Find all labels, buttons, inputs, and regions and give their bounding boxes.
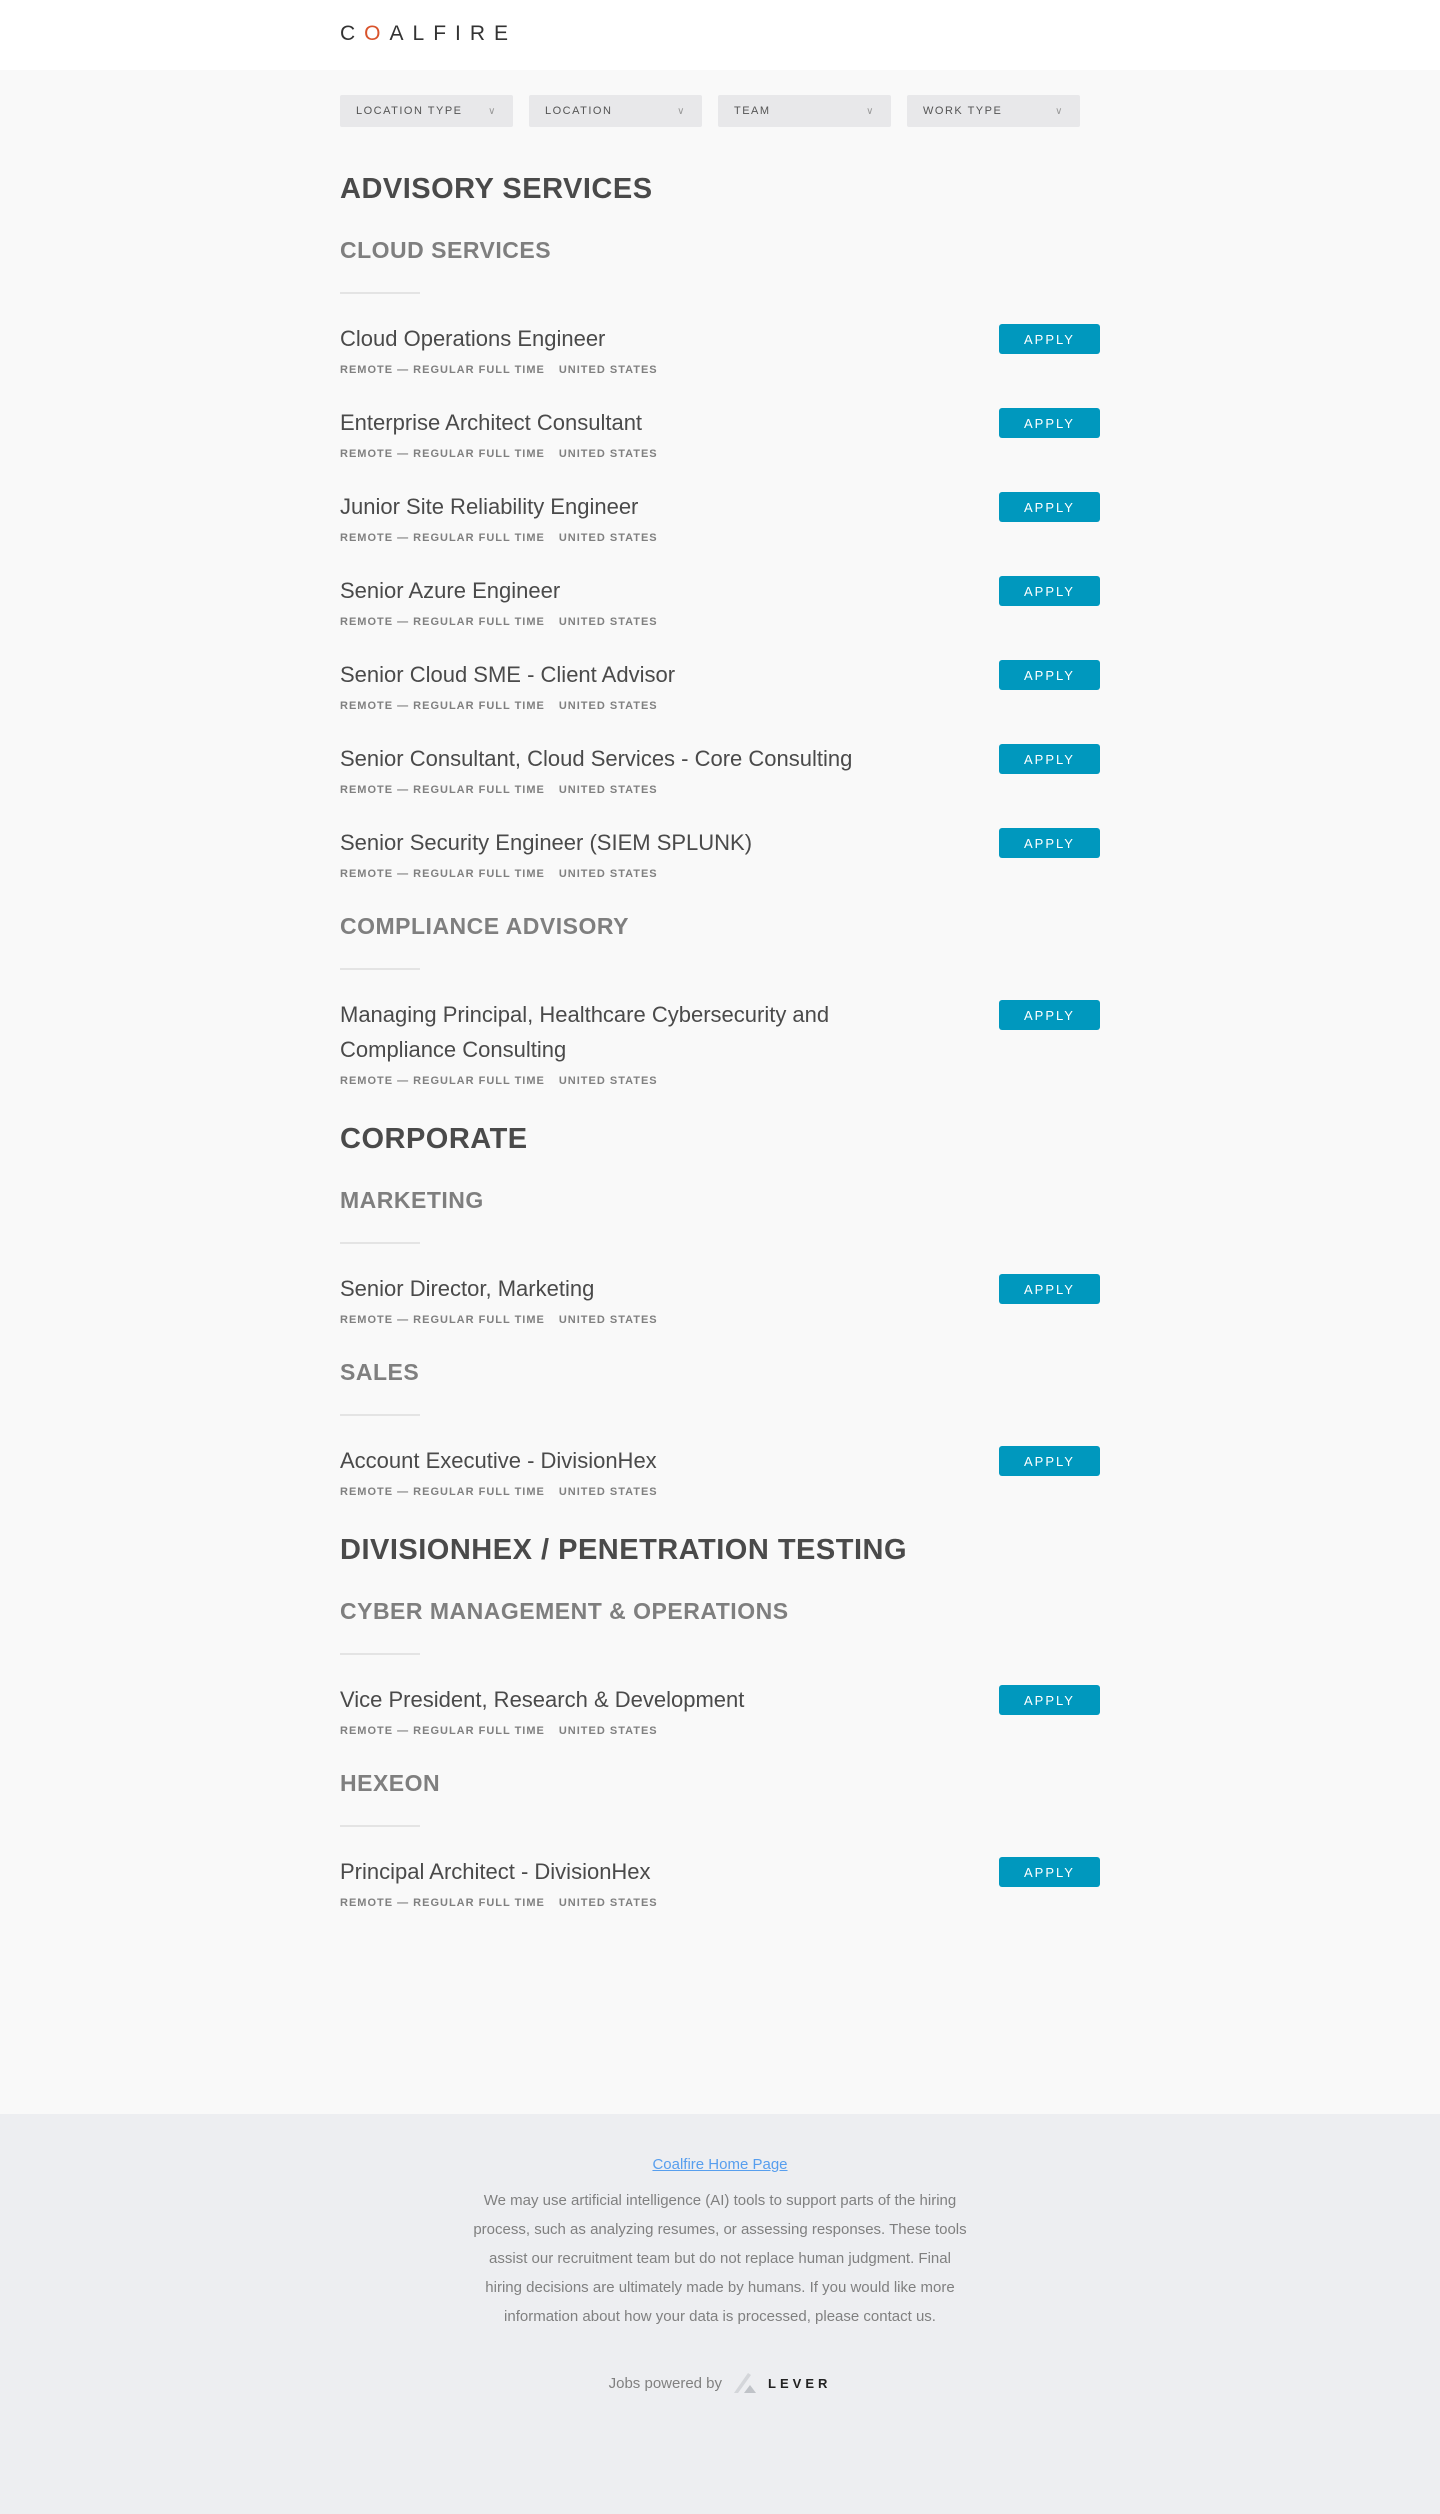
job-meta — [340, 1073, 900, 1089]
team-divider — [340, 1653, 420, 1655]
job-location: UNITED STATES — [558, 700, 658, 712]
job-posting — [340, 741, 1100, 798]
job-posting — [340, 1854, 1100, 1911]
apply-button[interactable]: APPLY — [999, 1857, 1100, 1887]
job-work-type: REMOTE — REGULAR FULL TIME — [340, 364, 545, 376]
apply-button[interactable]: APPLY — [999, 1274, 1100, 1304]
team-heading: MARKETING — [340, 1187, 484, 1213]
job-work-type: REMOTE — REGULAR FULL TIME — [340, 448, 545, 460]
job-title-link[interactable]: Senior Cloud SME - Client Advisor — [340, 662, 676, 687]
job-posting — [340, 825, 1100, 882]
job-meta — [340, 1895, 658, 1911]
lever-logo-icon — [732, 2371, 758, 2395]
job-info — [340, 573, 658, 630]
job-meta — [340, 698, 675, 714]
team-divider — [340, 1414, 420, 1416]
team-divider — [340, 1242, 420, 1244]
job-work-type: REMOTE — REGULAR FULL TIME — [340, 1897, 545, 1909]
job-location: UNITED STATES — [558, 1314, 658, 1326]
job-work-type: REMOTE — REGULAR FULL TIME — [340, 1486, 545, 1498]
footer — [0, 2114, 1440, 2514]
job-location: UNITED STATES — [558, 1725, 658, 1737]
job-title-link[interactable]: Cloud Operations Engineer — [340, 326, 606, 351]
filter-bar — [340, 95, 1100, 127]
job-location: UNITED STATES — [558, 1486, 658, 1498]
job-work-type: REMOTE — REGULAR FULL TIME — [340, 1075, 545, 1087]
team-divider — [340, 292, 420, 294]
job-posting — [340, 657, 1100, 714]
job-location: UNITED STATES — [558, 448, 658, 460]
job-location: UNITED STATES — [558, 1075, 658, 1087]
job-work-type: REMOTE — REGULAR FULL TIME — [340, 616, 545, 628]
job-meta — [340, 614, 658, 630]
filter-location-type[interactable] — [340, 95, 513, 127]
apply-button[interactable]: APPLY — [999, 576, 1100, 606]
apply-button[interactable]: APPLY — [999, 408, 1100, 438]
job-title-link[interactable]: Junior Site Reliability Engineer — [340, 494, 639, 519]
job-work-type: REMOTE — REGULAR FULL TIME — [340, 700, 545, 712]
job-work-type: REMOTE — REGULAR FULL TIME — [340, 1314, 545, 1326]
job-info — [340, 321, 658, 378]
apply-button[interactable]: APPLY — [999, 744, 1100, 774]
job-work-type: REMOTE — REGULAR FULL TIME — [340, 532, 545, 544]
job-title-link[interactable]: Managing Principal, Healthcare Cybersecurity and Compliance Consulting — [340, 1002, 830, 1062]
filter-work-type[interactable] — [907, 95, 1080, 127]
job-meta — [340, 446, 658, 462]
job-work-type: REMOTE — REGULAR FULL TIME — [340, 1725, 545, 1737]
apply-button[interactable]: APPLY — [999, 324, 1100, 354]
team-heading: CYBER MANAGEMENT & OPERATIONS — [340, 1598, 789, 1624]
job-work-type: REMOTE — REGULAR FULL TIME — [340, 784, 545, 796]
filter-label: LOCATION TYPE — [356, 105, 463, 117]
job-location: UNITED STATES — [558, 784, 658, 796]
chevron-down-icon: ∨ — [866, 105, 875, 117]
job-info — [340, 657, 675, 714]
job-location: UNITED STATES — [558, 364, 658, 376]
site-header — [0, 0, 1440, 70]
coalfire-logo[interactable]: COALFIRE — [340, 22, 518, 45]
job-info — [340, 1682, 744, 1739]
job-location: UNITED STATES — [558, 616, 658, 628]
filter-label: TEAM — [734, 105, 771, 117]
chevron-down-icon: ∨ — [1055, 105, 1064, 117]
job-meta — [340, 1312, 658, 1328]
job-posting — [340, 997, 1100, 1089]
lever-wordmark: LEVER — [768, 2375, 832, 2391]
job-title-link[interactable]: Senior Consultant, Cloud Services - Core Consulting — [340, 746, 853, 771]
job-info — [340, 405, 658, 462]
job-meta — [340, 782, 852, 798]
job-title-link[interactable]: Senior Director, Marketing — [340, 1276, 595, 1301]
postings-main — [340, 70, 1100, 1987]
apply-button[interactable]: APPLY — [999, 1446, 1100, 1476]
job-title-link[interactable]: Senior Security Engineer (SIEM SPLUNK) — [340, 830, 753, 855]
job-title-link[interactable]: Vice President, Research & Development — [340, 1687, 745, 1712]
apply-button[interactable]: APPLY — [999, 660, 1100, 690]
job-info — [340, 1854, 658, 1911]
job-location: UNITED STATES — [558, 1897, 658, 1909]
job-posting — [340, 1271, 1100, 1328]
job-posting — [340, 1682, 1100, 1739]
job-location: UNITED STATES — [558, 532, 658, 544]
job-info — [340, 825, 752, 882]
job-info — [340, 1443, 658, 1500]
job-posting — [340, 489, 1100, 546]
team-heading: SALES — [340, 1359, 420, 1385]
job-info — [340, 489, 658, 546]
job-work-type: REMOTE — REGULAR FULL TIME — [340, 868, 545, 880]
team-heading: COMPLIANCE ADVISORY — [340, 913, 629, 939]
department-heading: ADVISORY SERVICES — [340, 173, 653, 205]
filter-team[interactable] — [718, 95, 891, 127]
coalfire-home-link[interactable]: Coalfire Home Page — [652, 2156, 788, 2173]
chevron-down-icon: ∨ — [488, 105, 497, 117]
job-location: UNITED STATES — [558, 868, 658, 880]
team-heading: HEXEON — [340, 1770, 441, 1796]
team-heading: CLOUD SERVICES — [340, 237, 552, 263]
job-info — [340, 741, 852, 798]
powered-by-text: Jobs powered by — [608, 2374, 723, 2392]
job-meta — [340, 530, 658, 546]
department-heading: DIVISIONHEX / PENETRATION TESTING — [340, 1534, 908, 1566]
ai-notice: We may use artificial intelligence (AI) tools to support parts of the hiring process, such as analyzing resumes, or assessing responses. These tools assist our recruitment team but do not replace human judgment. Final hiring decisions are ultimately made by humans. If you would like more information about how your data is processed, please contact us. — [473, 2192, 967, 2325]
job-posting — [340, 1443, 1100, 1500]
chevron-down-icon: ∨ — [677, 105, 686, 117]
job-meta — [340, 362, 658, 378]
apply-button[interactable]: APPLY — [999, 492, 1100, 522]
job-title-link[interactable]: Senior Azure Engineer — [340, 578, 561, 603]
filter-label: LOCATION — [545, 105, 613, 117]
job-posting — [340, 321, 1100, 378]
job-meta — [340, 1484, 658, 1500]
job-info — [340, 997, 900, 1089]
team-divider — [340, 1825, 420, 1827]
job-title-link[interactable]: Account Executive - DivisionHex — [340, 1448, 657, 1473]
job-meta — [340, 1723, 744, 1739]
job-title-link[interactable]: Enterprise Architect Consultant — [340, 410, 643, 435]
apply-button[interactable]: APPLY — [999, 1000, 1100, 1030]
powered-by[interactable] — [0, 2371, 1440, 2395]
team-divider — [340, 968, 420, 970]
filter-label: WORK TYPE — [923, 105, 1003, 117]
job-posting — [340, 573, 1100, 630]
job-meta — [340, 866, 752, 882]
apply-button[interactable]: APPLY — [999, 1685, 1100, 1715]
department-heading: CORPORATE — [340, 1123, 528, 1155]
filter-location[interactable] — [529, 95, 702, 127]
job-info — [340, 1271, 658, 1328]
job-title-link[interactable]: Principal Architect - DivisionHex — [340, 1859, 651, 1884]
job-posting — [340, 405, 1100, 462]
apply-button[interactable]: APPLY — [999, 828, 1100, 858]
